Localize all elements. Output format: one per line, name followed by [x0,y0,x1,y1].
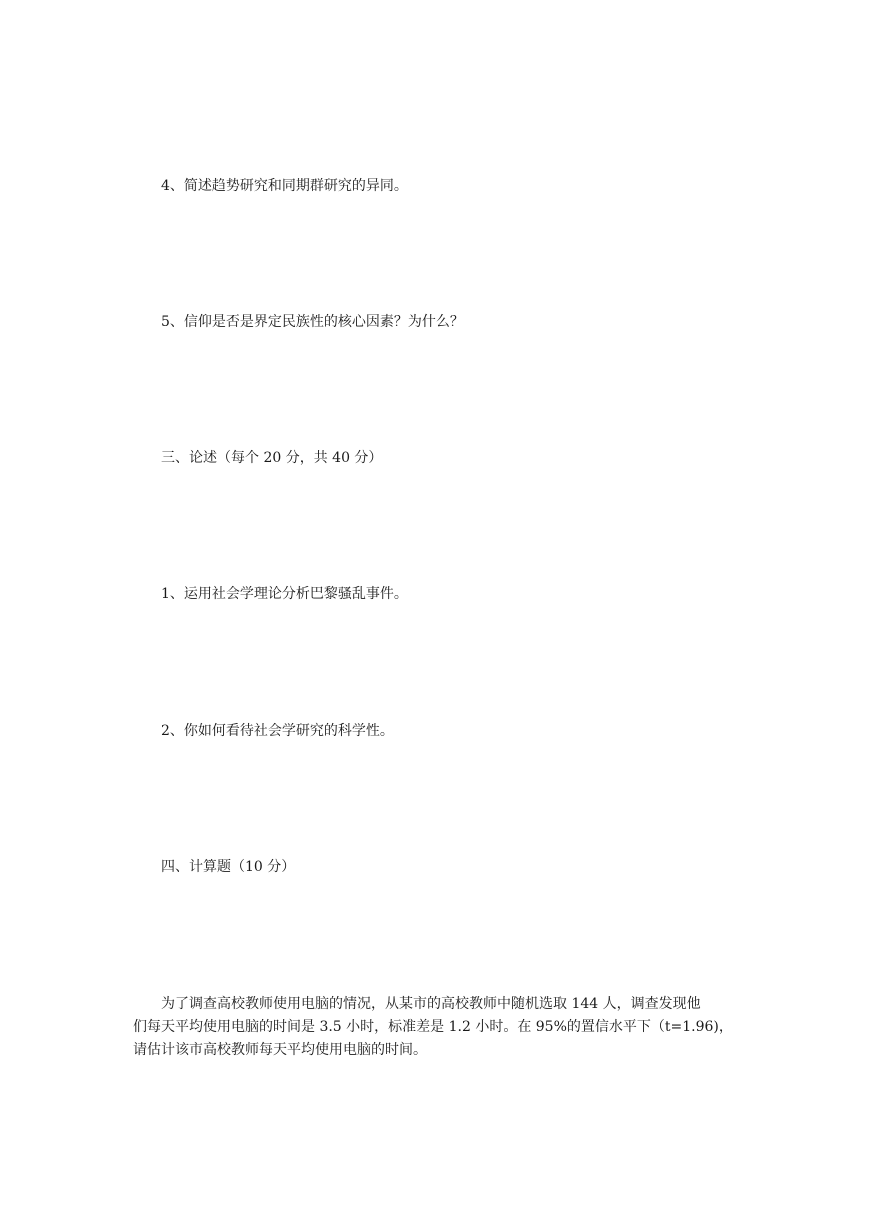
question-5: 5、信仰是否是界定民族性的核心因素？为什么？ [161,314,464,330]
section-4-heading: 四、计算题（10 分） [161,859,296,875]
section-3-heading: 三、论述（每个 20 分，共 40 分） [161,450,383,466]
problem-line-1: 为了调查高校教师使用电脑的情况，从某市的高校教师中随机选取 144 人，调查发现他 [161,996,701,1012]
calculation-problem [133,993,753,1062]
question-4: 4、简述趋势研究和同期群研究的异同。 [161,178,408,194]
problem-line-3: 请估计该市高校教师每天平均使用电脑的时间。 [133,1042,427,1058]
section-3-question-2: 2、你如何看待社会学研究的科学性。 [161,723,394,739]
section-3-question-1: 1、运用社会学理论分析巴黎骚乱事件。 [161,586,408,602]
problem-line-2: 们每天平均使用电脑的时间是 3.5 小时，标准差是 1.2 小时。在 95%的置信水平下（t=1.96)， [133,1019,733,1035]
